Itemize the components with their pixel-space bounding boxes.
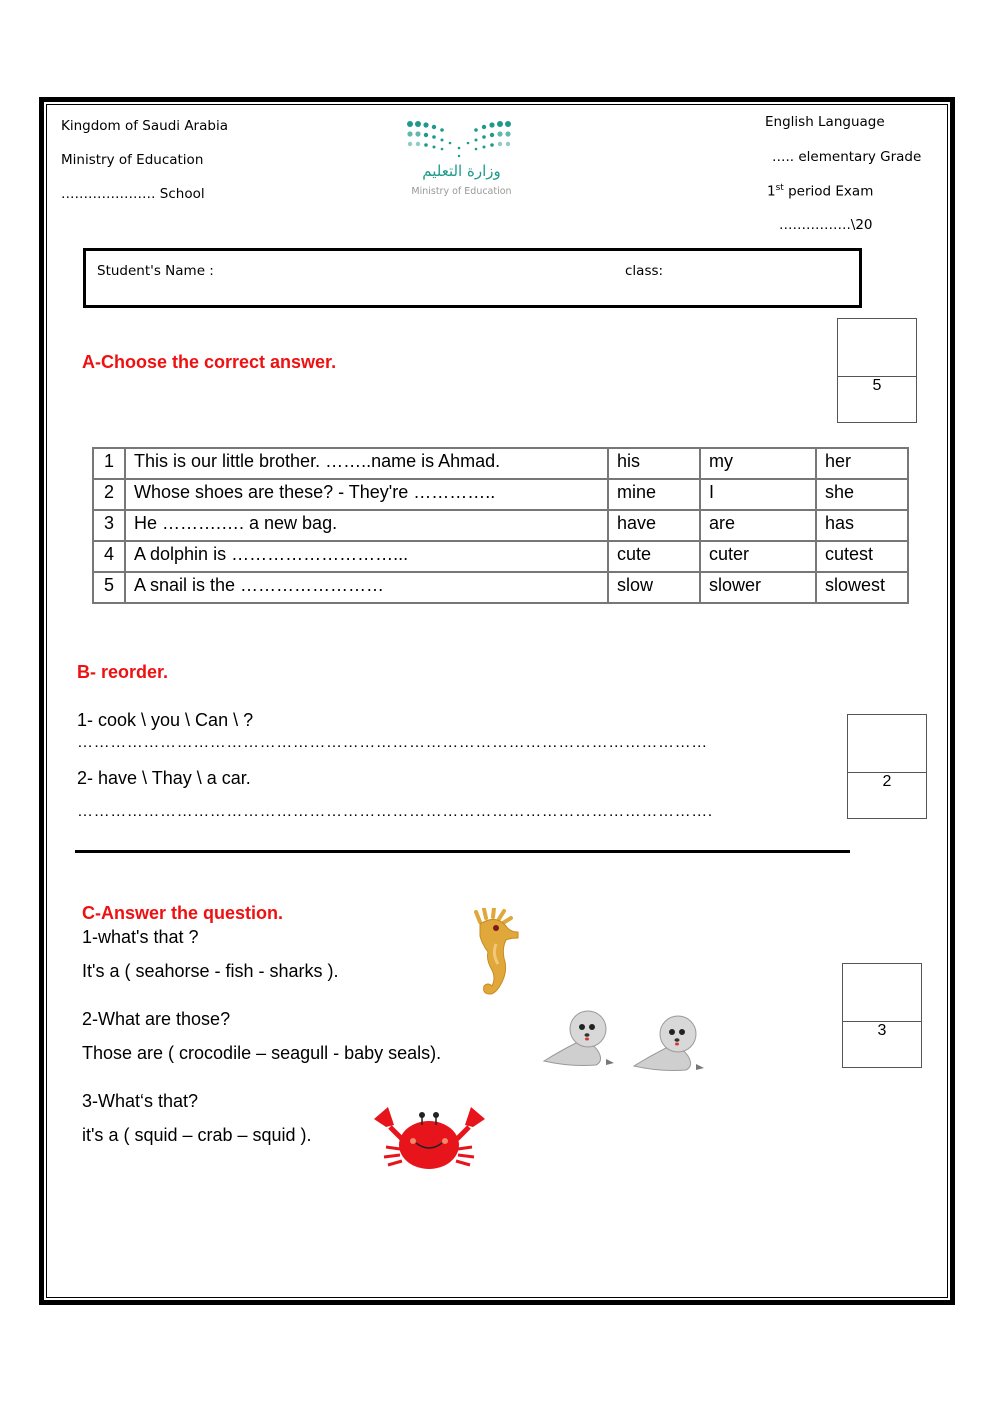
baby-seal-image-2: [630, 1010, 710, 1075]
mcq-option[interactable]: slow: [608, 572, 700, 603]
section-a-score-box: [837, 318, 917, 423]
mcq-row-number: 3: [93, 510, 125, 541]
mcq-row: [93, 572, 908, 603]
mcq-row-number: 5: [93, 572, 125, 603]
mcq-row-number: 1: [93, 448, 125, 479]
mcq-option[interactable]: I: [700, 479, 816, 510]
header-country: Kingdom of Saudi Arabia: [61, 118, 228, 134]
student-name-field[interactable]: [226, 257, 606, 297]
section-a-score-field[interactable]: [838, 319, 916, 377]
section-b-score-field[interactable]: [848, 715, 926, 773]
exam-label: period Exam: [783, 183, 874, 200]
header-ministry: Ministry of Education: [61, 152, 204, 168]
section-b-score-box: [847, 714, 927, 819]
student-name-label: Student's Name :: [97, 263, 214, 279]
student-info-box: [83, 248, 862, 308]
mcq-question: He ……….…. a new bag.: [125, 510, 608, 541]
reorder-prompt-1: 1- cook \ you \ Can \ ?: [77, 710, 254, 730]
question-3: 3-What‘s that?: [82, 1091, 199, 1111]
header-score: …………….\20: [779, 217, 873, 233]
mcq-option[interactable]: his: [608, 448, 700, 479]
question-2: 2-What are those?: [82, 1009, 231, 1029]
mcq-option[interactable]: have: [608, 510, 700, 541]
logo-arabic-text: وزارة التعليم: [422, 162, 501, 180]
mcq-option[interactable]: slowest: [816, 572, 908, 603]
section-c-points: 3: [877, 1022, 887, 1039]
section-c-title: C-Answer the question.: [82, 903, 284, 923]
section-a-title: A-Choose the correct answer.: [82, 352, 337, 372]
seahorse-image: [466, 908, 526, 1004]
answer-choices-2[interactable]: Those are ( crocodile – seagull - baby seals).: [82, 1043, 442, 1063]
crab-image: [372, 1105, 487, 1173]
mcq-question: Whose shoes are these? - They're …………..: [125, 479, 608, 510]
mcq-question: A dolphin is ………………………...: [125, 541, 608, 572]
reorder-answer-line-1[interactable]: ……………………………………………………………………………………………………: [77, 734, 708, 751]
exam-superscript: st: [775, 183, 784, 193]
ministry-logo: [404, 118, 519, 208]
mcq-option[interactable]: mine: [608, 479, 700, 510]
mcq-row: [93, 541, 908, 572]
mcq-question: A snail is the ……………………: [125, 572, 608, 603]
mcq-row-number: 2: [93, 479, 125, 510]
reorder-answer-line-2[interactable]: …………………………………………………………………………………………………….: [77, 803, 713, 820]
mcq-option[interactable]: cutest: [816, 541, 908, 572]
header-grade: ….. elementary Grade: [772, 149, 922, 165]
answer-choices-1[interactable]: It's a ( seahorse - fish - sharks ).: [82, 961, 339, 981]
answer-choices-3[interactable]: it's a ( squid – crab – squid ).: [82, 1125, 312, 1145]
section-b-title: B- reorder.: [77, 662, 169, 682]
mcq-row: [93, 510, 908, 541]
section-c-score-field[interactable]: [843, 964, 921, 1022]
choose-answer-table: [92, 447, 909, 604]
mcq-row-number: 4: [93, 541, 125, 572]
mcq-option[interactable]: are: [700, 510, 816, 541]
class-label: class:: [625, 263, 664, 279]
ministry-logo-dots-icon: [404, 118, 519, 168]
mcq-row: [93, 479, 908, 510]
mcq-question: This is our little brother. ……..name is Ahmad.: [125, 448, 608, 479]
baby-seal-image-1: [540, 1005, 620, 1070]
header-subject: English Language: [765, 114, 885, 130]
section-a-points: 5: [872, 377, 882, 394]
logo-english-text: Ministry of Education: [411, 186, 512, 197]
class-field[interactable]: [676, 257, 846, 297]
section-c-score-box: [842, 963, 922, 1068]
question-1: 1-what's that ?: [82, 927, 199, 947]
exam-number: 1: [767, 183, 776, 200]
reorder-prompt-2: 2- have \ Thay \ a car.: [77, 768, 251, 788]
mcq-option[interactable]: slower: [700, 572, 816, 603]
header-school: ………………… School: [61, 186, 205, 202]
mcq-option[interactable]: my: [700, 448, 816, 479]
mcq-option[interactable]: has: [816, 510, 908, 541]
section-b-points: 2: [882, 773, 892, 790]
mcq-option[interactable]: cuter: [700, 541, 816, 572]
header-exam: [767, 183, 873, 200]
section-divider: [75, 850, 850, 853]
mcq-row: [93, 448, 908, 479]
mcq-option[interactable]: she: [816, 479, 908, 510]
mcq-option[interactable]: cute: [608, 541, 700, 572]
mcq-option[interactable]: her: [816, 448, 908, 479]
